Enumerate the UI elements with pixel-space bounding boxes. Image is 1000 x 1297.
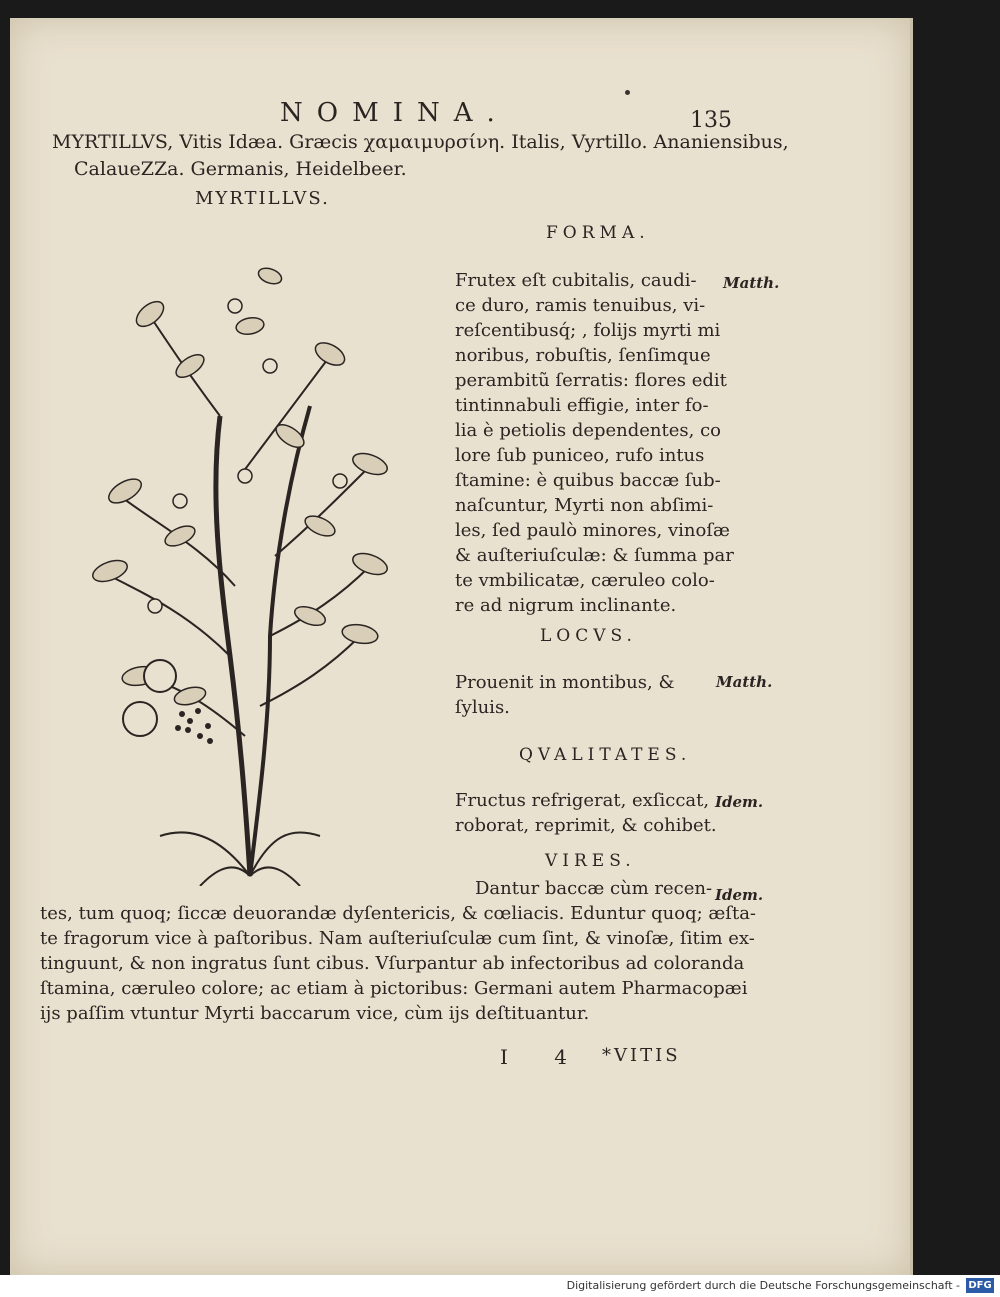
page-number: 135 <box>690 108 732 133</box>
catchword: *VITIS <box>602 1045 681 1066</box>
figure-caption: MYRTILLVS. <box>195 188 330 209</box>
forma-line: lore ſub puniceo, rufo intus <box>455 445 705 466</box>
vires-first-line: Dantur baccæ cùm recen- <box>475 878 713 899</box>
qualitates-text-block <box>455 788 717 838</box>
forma-line: te vmbilicatæ, cæruleo colo- <box>455 570 715 591</box>
forma-line: noribus, robuſtis, ſenſimque <box>455 345 711 366</box>
qualitates-line: roborat, reprimit, & cohibet. <box>455 815 717 836</box>
qualitates-line: Fructus refrigerat, exſiccat, <box>455 790 710 811</box>
digitization-credit: Digitalisierung gefördert durch die Deutsche Forschungsgemeinschaft - <box>566 1279 960 1292</box>
myrtillus-woodcut-illustration <box>70 236 430 886</box>
vires-line: te fragorum vice à paſtoribus. Nam auſteriuſculæ cum ſint, & vinoſæ, ſitim ex- <box>40 928 755 949</box>
forma-line: Frutex eſt cubitalis, caudi- <box>455 270 697 291</box>
forma-line: ce duro, ramis tenuibus, vi- <box>455 295 706 316</box>
section-heading-locus: LOCVS. <box>540 626 637 646</box>
names-line-2: CalaueZZa. Germanis, Heidelbeer. <box>74 158 407 180</box>
signature-mark: I 4 <box>500 1045 587 1069</box>
vires-line: tes, tum quoq; ſiccæ deuorandæ dyſentericis, & cœliacis. Eduntur quoq; æſta- <box>40 903 757 924</box>
forma-line: naſcuntur, Myrti non abſimi- <box>455 495 714 516</box>
margin-note-vires: Idem. <box>715 886 764 904</box>
forma-line: re ad nigrum inclinante. <box>455 595 677 616</box>
running-head: NOMINA. <box>280 98 509 128</box>
names-line-1: MYRTILLVS, Vitis Idæa. Græcis χαμαιμυρσίνη. Italis, Vyrtillo. Ananiensibus, <box>52 131 789 153</box>
vires-line: tinguunt, & non ingratus ſunt cibus. Vſurpantur ab infectoribus ad coloranda <box>40 953 745 974</box>
book-page <box>10 18 910 1275</box>
forma-line: reſcentibusq́; , folijs myrti mi <box>455 320 721 341</box>
margin-note-qualitates: Idem. <box>715 793 764 811</box>
section-heading-forma: FORMA. <box>546 223 650 243</box>
margin-note-forma: Matth. <box>723 274 780 292</box>
vires-line: ijs paſſim vtuntur Myrti baccarum vice, cùm ijs deſtituantur. <box>40 1003 590 1024</box>
vires-text-block <box>40 901 756 1026</box>
forma-line: perambitũ ſerratis: flores edit <box>455 370 727 391</box>
margin-note-locus: Matth. <box>716 673 773 691</box>
locus-line: Prouenit in montibus, & <box>455 672 675 693</box>
forma-line: les, ſed paulò minores, vinoſæ <box>455 520 730 541</box>
forma-line: ſtamine: è quibus baccæ ſub- <box>455 470 721 491</box>
locus-line: ſyluis. <box>455 697 510 718</box>
forma-line: lia è petiolis dependentes, co <box>455 420 722 441</box>
locus-text-block <box>455 670 674 720</box>
dfg-logo-icon: DFG <box>966 1278 994 1293</box>
section-heading-vires: VIRES. <box>545 851 636 871</box>
ink-dot <box>625 90 630 95</box>
digitization-footer <box>0 1275 1000 1297</box>
forma-line: & auſteriuſculæ: & ſumma par <box>455 545 734 566</box>
forma-line: tintinnabuli effigie, inter fo- <box>455 395 709 416</box>
vires-line: ſtamina, cæruleo colore; ac etiam à pictoribus: Germani autem Pharmacopæi <box>40 978 748 999</box>
forma-text-block <box>455 268 734 618</box>
section-heading-qualitates: QVALITATES. <box>519 745 692 765</box>
